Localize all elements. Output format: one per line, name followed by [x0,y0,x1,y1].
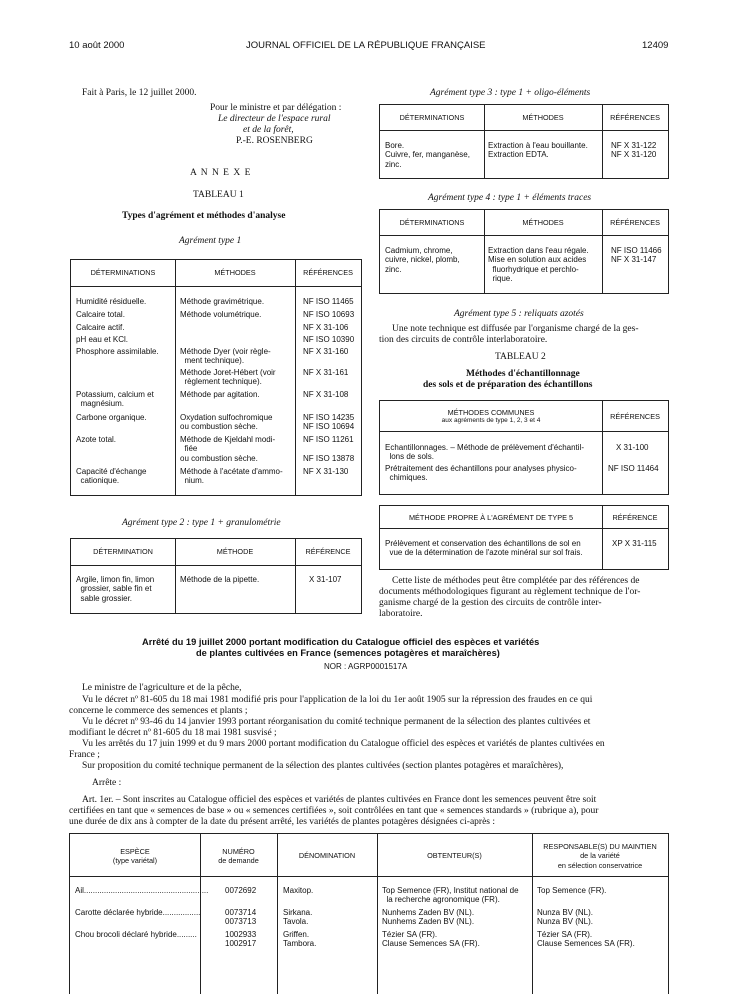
table-cell: Azote total. [76,435,117,444]
table-cell: Extraction à l'eau bouillante. Extraction EDTA. [488,141,588,160]
table-cell: Argile, limon fin, limon grossier, sable fin et sable grossier. [76,575,155,603]
table-1-heading: Types d'agrément et méthodes d'analyse [122,211,286,221]
table-cell: NF X 31-106 [303,323,349,332]
table-agrement-type-1 [70,259,362,496]
table-cell: NF X 31-130 [303,467,349,476]
table-methode-type-5 [379,505,669,570]
table-cell: Calcaire total. [76,310,125,319]
table-cell: X 31-107 [309,575,342,584]
table-2-heading-1: Méthodes d'échantillonnage [466,369,580,379]
table-cell: Extraction dans l'eau régale. Mise en solution aux acides fluorhydrique et perchlo- rique. [488,246,589,284]
table-cell: Tézier SA (FR). Clause Semences SA (FR). [382,930,480,949]
table-cell: Humidité résiduelle. [76,297,147,306]
end-line-4: laboratoire. [379,609,423,619]
agrement-type-1: Agrément type 1 [179,236,242,246]
col-header: DÉTERMINATIONS [90,268,156,277]
col-header-sub: aux agréments de type 1, 2, 3 et 4 [441,417,541,424]
table-cell: NF X 31-161 [303,368,349,377]
table-cell: Ail........................................................ [75,886,209,895]
table-cell: NF ISO 11465 [303,297,354,306]
agrement-type-5: Agrément type 5 : reliquats azotés [454,309,584,319]
col-header: MÉTHODE [216,547,254,556]
arrete-title-line-1: Arrêté du 19 juillet 2000 portant modification du Catalogue officiel des espèces et variétés [142,637,540,647]
arrete-para: Le ministre de l'agriculture et de la pêche, [82,683,242,693]
arrete-para: Vu le décret nº 81-605 du 18 mai 1981 modifié pris pour l'application de la loi du 1er août 1905 sur la répression des fraudes en ce qui [82,695,593,705]
end-line-2: documents méthodologiques figurant au règlement technique de l'or- [379,587,641,597]
article-1-line-2: certifiées en tant que « semences de base » ou « semences certifiées », soit contrôlées en tant que « semences standards » (rubrique a), pour [69,806,599,816]
table-cell: Méthode Dyer (voir règle- ment technique). [180,347,271,366]
arrete-para: France ; [69,750,100,760]
end-line-3: ganisme chargé de la gestion des circuits de contrôle inter- [379,598,602,608]
table-cell: NF ISO 11261 NF ISO 13878 [303,435,355,463]
col-header: RÉFÉRENCES [610,218,660,227]
fait-line: Fait à Paris, le 12 juillet 2000. [82,88,197,98]
col-header: MÉTHODES COMMUNES [447,408,535,417]
table-cell: Maxitop. [283,886,314,895]
table-cell: NF X 31-122 NF X 31-120 [611,141,657,160]
table-agrement-type-2 [70,538,362,614]
agrement-type-4: Agrément type 4 : type 1 + éléments traces [428,193,592,203]
table-varietes [69,833,669,994]
arrete-para: Vu le décret nº 93-46 du 14 janvier 1993 portant réorganisation du comité technique permanent de la sélection des plantes cultivées et [82,717,591,727]
col-header: DÉTERMINATIONS [399,113,465,122]
table-cell: X 31-100 [616,443,649,452]
table-cell: Méthode volumétrique. [180,310,262,319]
table-agrement-type-3 [379,104,669,179]
table-cell: NF ISO 10693 [303,310,355,319]
col-header: DÉTERMINATIONS [399,218,465,227]
note-line-1: Une note technique est diffusée par l'organisme chargé de la ges- [392,324,639,334]
arrete-title-line-2: de plantes cultivées en France (semences potagères et maraîchères) [196,648,500,658]
table-cell: Calcaire actif. [76,323,125,332]
col-header: OBTENTEUR(S) [427,851,482,860]
arrete-para: Sur proposition du comité technique permanent de la sélection des plantes cultivées (section plantes potagères et maraîchères), [82,761,564,771]
table-cell: Capacité d'échange cationique. [76,467,147,486]
table-cell: Top Semence (FR), Institut national de la recherche agronomique (FR). [382,886,519,905]
col-header: MÉTHODES [522,218,564,227]
col-header: RÉFÉRENCES [303,268,353,277]
table-cell: Méthode par agitation. [180,390,260,399]
table-cell: Potassium, calcium et magnésium. [76,390,154,409]
col-header: RÉFÉRENCE [612,513,658,522]
col-header: ESPÈCE (type variétal) [112,847,158,866]
table-cell: pH eau et KCl. [76,335,129,344]
table-cell: NF ISO 10390 [303,335,355,344]
table-cell: NF X 31-160 [303,347,349,356]
table-cell: NF ISO 11464 [608,464,659,473]
table-cell: Sirkana. Tavola. [283,908,313,927]
table-cell: NF ISO 11466 NF X 31-147 [611,246,662,265]
col-header: RÉFÉRENCES [610,113,660,122]
table-cell: Cadmium, chrome, cuivre, nickel, plomb, zinc. [385,246,460,274]
table-agrement-type-4 [379,209,669,294]
tableau-2-title: TABLEAU 2 [495,352,546,362]
arrete-decision: Arrête : [92,778,122,788]
page-number: 12409 [642,40,669,51]
signature-name: P.-E. ROSENBERG [236,136,313,146]
table-cell: Méthode de la pipette. [180,575,260,584]
table-cell: 0073714 0073713 [225,908,257,927]
article-1-line-1: Art. 1er. – Sont inscrites au Catalogue officiel des espèces et variétés de plantes cultivées en France dont les semences peuvent être soit [82,795,597,805]
col-header: MÉTHODES [522,113,564,122]
header-date: 10 août 2000 [69,40,125,51]
signature-line-2: Le directeur de l'espace rural [218,114,331,124]
table-cell: Griffen. Tambora. [283,930,317,949]
table-methodes-communes [379,400,669,495]
signature-line-1: Pour le ministre et par délégation : [210,103,342,113]
signature-line-3: et de la forêt, [243,125,294,135]
col-header: RÉFÉRENCE [305,547,351,556]
col-header: MÉTHODES [214,268,256,277]
table-cell: Nunhems Zaden BV (NL). Nunhems Zaden BV (NL). [382,908,475,927]
table-cell: Chou brocoli déclaré hybride......... [75,930,197,939]
table-cell: Méthode gravimétrique. [180,297,265,306]
table-cell: Phosphore assimilable. [76,347,159,356]
nor-reference: NOR : AGRP0001517A [324,662,408,671]
note-line-2: tion des circuits de contrôle interlaboratoire. [379,335,548,345]
journal-title: JOURNAL OFFICIEL DE LA RÉPUBLIQUE FRANÇAISE [246,40,486,51]
table-2-heading-2: des sols et de préparation des échantillons [423,380,593,390]
table-cell: Tézier SA (FR). Clause Semences SA (FR). [537,930,635,949]
table-cell: Méthode Joret-Hébert (voir règlement technique). [180,368,276,387]
table-cell: Prétraitement des échantillons pour analyses physico- chimiques. [385,464,577,483]
col-header: MÉTHODE PROPRE À L'AGRÉMENT DE TYPE 5 [408,513,574,522]
table-cell: Prélèvement et conservation des échantillons de sol en vue de la détermination de l'azote minéral sur sol frais. [385,539,583,558]
table-cell: 0072692 [225,886,257,895]
article-1-line-3: une durée de dix ans à compter de la date du présent arrêté, les variétés de plantes potagères désignées ci-après : [69,817,495,827]
table-cell: XP X 31-115 [612,539,657,548]
arrete-para: concerne le commerce des semences et plants ; [69,706,248,716]
tableau-1-title: TABLEAU 1 [193,190,244,200]
col-header: RESPONSABLE(S) DU MAINTIEN de la variété en sélection conservatrice [543,842,657,870]
annexe-title: A N N E X E [190,168,252,178]
col-header: DÉTERMINATION [93,547,153,556]
agrement-type-3: Agrément type 3 : type 1 + oligo-éléments [430,88,591,98]
col-header: DÉNOMINATION [298,851,356,860]
col-header: NUMÉRO de demande [218,847,259,866]
table-cell: Nunza BV (NL). Nunza BV (NL). [537,908,594,927]
table-cell: Echantillonnages. – Méthode de prélèvement d'échantil- lons de sols. [385,443,584,462]
table-cell: Oxydation sulfochromique ou combustion sèche. [180,413,273,432]
table-cell: Carbone organique. [76,413,147,422]
agrement-type-2: Agrément type 2 : type 1 + granulométrie [122,518,281,528]
table-cell: Bore. Cuivre, fer, manganèse, zinc. [385,141,470,169]
table-cell: NF ISO 14235 NF ISO 10694 [303,413,355,432]
arrete-para: Vu les arrêtés du 17 juin 1999 et du 9 mars 2000 portant modification du Catalogue officiel des espèces et variétés de plantes cultivées en [82,739,605,749]
table-cell: 1002933 1002917 [225,930,257,949]
table-cell: Méthode à l'acétate d'ammo- nium. [180,467,283,486]
table-cell: Top Semence (FR). [537,886,607,895]
col-header: RÉFÉRENCES [610,412,660,421]
table-cell: Méthode de Kjeldahl modi- fiée ou combustion sèche. [180,435,276,463]
end-line-1: Cette liste de méthodes peut être complétée par des références de [392,576,640,586]
table-cell: NF X 31-108 [303,390,349,399]
table-cell: Carotte déclarée hybride................. [75,908,201,917]
arrete-para: modifiant le décret nº 81-605 du 18 mai 1981 susvisé ; [69,728,277,738]
